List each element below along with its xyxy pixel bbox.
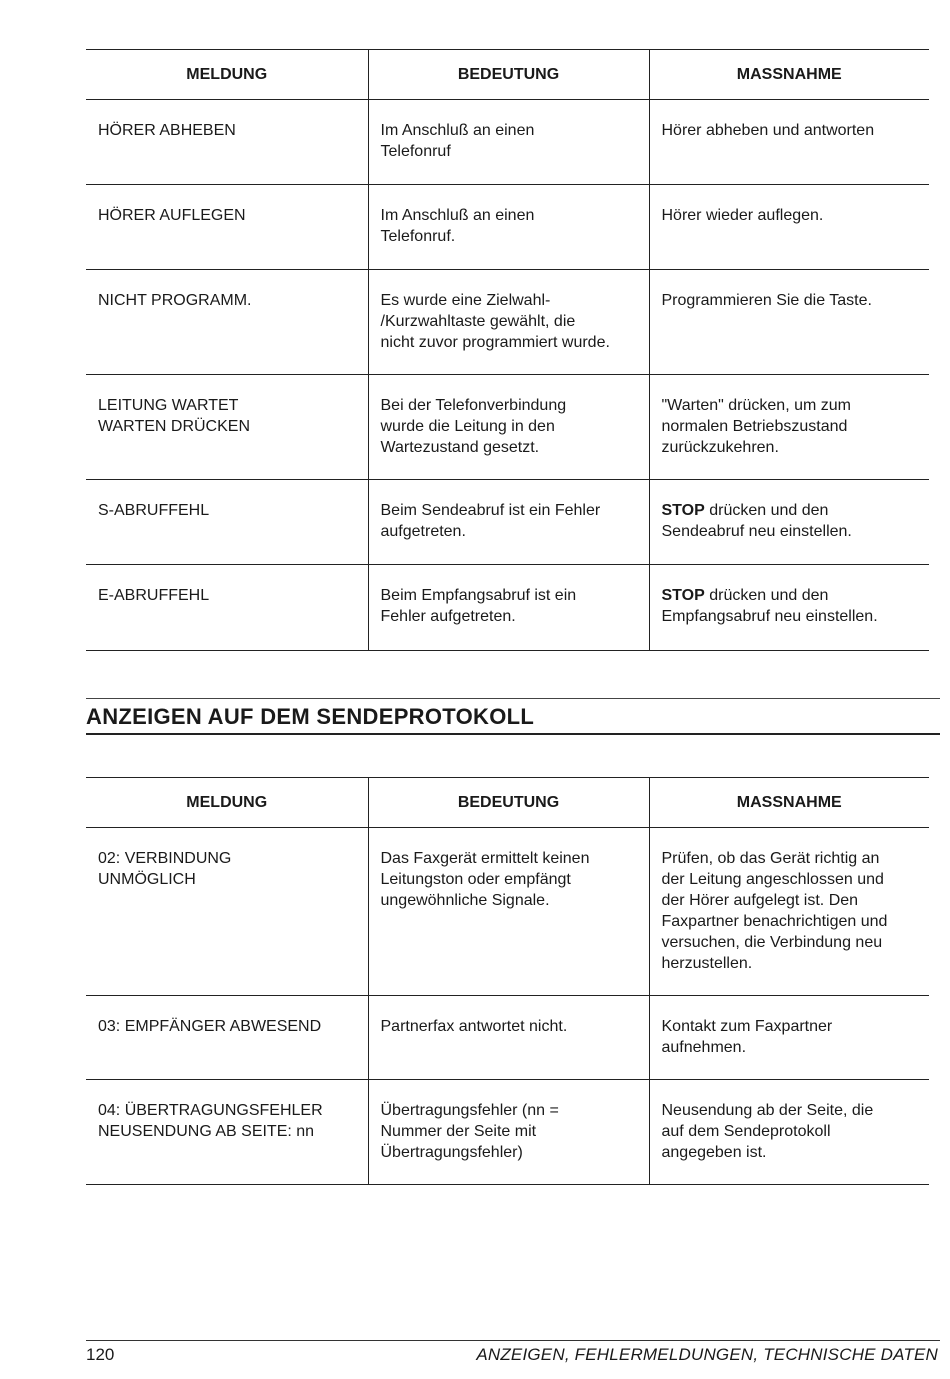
- table-row: [86, 270, 929, 375]
- table-row: [86, 1080, 929, 1185]
- table-row: [86, 375, 929, 480]
- cell-meldung: LEITUNG WARTET WARTEN DRÜCKEN: [86, 375, 368, 480]
- cell-massnahme: Prüfen, ob das Gerät richtig an der Leitung angeschlossen und der Hörer aufgelegt ist. Den Faxpartner benachrichtigen und versuchen, die Verbindung neu herzustellen.: [649, 828, 929, 996]
- footer-rule: [86, 1340, 940, 1341]
- cell-massnahme: STOP drücken und den Empfangsabruf neu einstellen.: [649, 565, 929, 651]
- section-title: ANZEIGEN AUF DEM SENDEPROTOKOLL: [86, 704, 535, 729]
- cell-massnahme: "Warten" drücken, um zum normalen Betriebszustand zurückzukehren.: [649, 375, 929, 480]
- cell-meldung: HÖRER ABHEBEN: [86, 100, 368, 185]
- cell-bedeutung: Bei der Telefonverbindung wurde die Leitung in den Wartezustand gesetzt.: [368, 375, 649, 480]
- cell-meldung: S-ABRUFFEHL: [86, 480, 368, 565]
- header-massnahme: MASSNAHME: [649, 50, 929, 100]
- table-row: [86, 996, 929, 1080]
- header-bedeutung: BEDEUTUNG: [368, 778, 649, 828]
- cell-meldung: 04: ÜBERTRAGUNGSFEHLER NEUSENDUNG AB SEITE: nn: [86, 1080, 368, 1185]
- cell-bedeutung: Im Anschluß an einen Telefonruf.: [368, 185, 649, 270]
- section-rule-bottom: [86, 733, 940, 735]
- header-massnahme: MASSNAHME: [649, 778, 929, 828]
- cell-bedeutung: Beim Sendeabruf ist ein Fehler aufgetreten.: [368, 480, 649, 565]
- cell-massnahme: Hörer wieder auflegen.: [649, 185, 929, 270]
- message-table-report: [86, 777, 929, 1185]
- stop-key-label: STOP: [661, 502, 705, 519]
- table-header-row: [86, 50, 929, 100]
- cell-massnahme: STOP drücken und den Sendeabruf neu einstellen.: [649, 480, 929, 565]
- table-row: [86, 565, 929, 651]
- page-number: 120: [86, 1345, 115, 1364]
- table-header-row: [86, 778, 929, 828]
- cell-meldung: HÖRER AUFLEGEN: [86, 185, 368, 270]
- stop-key-label: STOP: [661, 587, 705, 604]
- cell-meldung: NICHT PROGRAMM.: [86, 270, 368, 375]
- chapter-title: ANZEIGEN, FEHLERMELDUNGEN, TECHNISCHE DATEN: [476, 1345, 938, 1364]
- cell-bedeutung: Das Faxgerät ermittelt keinen Leitungston oder empfängt ungewöhnliche Signale.: [368, 828, 649, 996]
- cell-massnahme: Neusendung ab der Seite, die auf dem Sendeprotokoll angegeben ist.: [649, 1080, 929, 1185]
- table-row: [86, 828, 929, 996]
- cell-massnahme: Programmieren Sie die Taste.: [649, 270, 929, 375]
- table-row: [86, 185, 929, 270]
- cell-bedeutung: Partnerfax antwortet nicht.: [368, 996, 649, 1080]
- header-meldung: MELDUNG: [86, 50, 368, 100]
- table-row: [86, 100, 929, 185]
- cell-meldung: E-ABRUFFEHL: [86, 565, 368, 651]
- cell-bedeutung: Übertragungsfehler (nn = Nummer der Seite mit Übertragungsfehler): [368, 1080, 649, 1185]
- cell-bedeutung: Beim Empfangsabruf ist ein Fehler aufgetreten.: [368, 565, 649, 651]
- table-row: [86, 480, 929, 565]
- cell-massnahme: Hörer abheben und antworten: [649, 100, 929, 185]
- header-bedeutung: BEDEUTUNG: [368, 50, 649, 100]
- cell-bedeutung: Im Anschluß an einen Telefonruf: [368, 100, 649, 185]
- cell-meldung: 03: EMPFÄNGER ABWESEND: [86, 996, 368, 1080]
- cell-massnahme: Kontakt zum Faxpartner aufnehmen.: [649, 996, 929, 1080]
- header-meldung: MELDUNG: [86, 778, 368, 828]
- cell-bedeutung: Es wurde eine Zielwahl- /Kurzwahltaste gewählt, die nicht zuvor programmiert wurde.: [368, 270, 649, 375]
- message-table-display: [86, 49, 929, 651]
- cell-meldung: 02: VERBINDUNG UNMÖGLICH: [86, 828, 368, 996]
- section-rule-top: [86, 698, 940, 699]
